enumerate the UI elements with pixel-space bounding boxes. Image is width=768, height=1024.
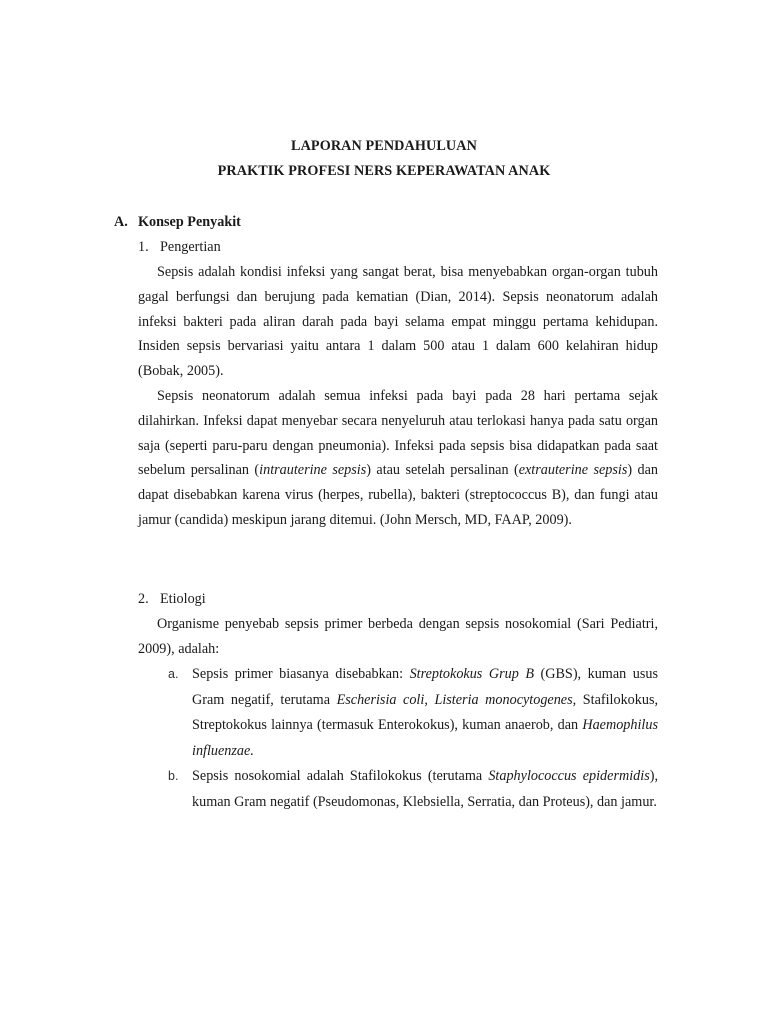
list-item xyxy=(168,662,658,764)
section-a-heading xyxy=(114,214,241,231)
text-run: Stafilokokus, Streptokokus lainnya (termasuk Enterokokus), kuman anaerob, dan xyxy=(192,691,659,734)
italic-term: Haemophilus influenzae. xyxy=(192,717,658,759)
etiologi-list xyxy=(168,662,658,816)
section-a-letter: A. xyxy=(114,214,128,230)
italic-term: Listeria monocytogenes, xyxy=(434,691,577,708)
list-marker: b. xyxy=(168,769,179,784)
text-run: Sepsis primer biasanya disebabkan: xyxy=(192,666,410,682)
etiologi-paragraph-1: Organisme penyebab sepsis primer berbeda dengan sepsis nosokomial (Sari Pediatri, 2009), adalah: xyxy=(138,616,658,657)
text-run: (GBS), kuman usus Gram negatif, terutama xyxy=(192,666,658,708)
pengertian-paragraph-2 xyxy=(138,384,658,533)
subsection-etiologi-heading xyxy=(138,591,206,608)
document-title-line2: PRAKTIK PROFESI NERS KEPERAWATAN ANAK xyxy=(217,163,551,179)
text-run: Sepsis nosokomial adalah Stafilokokus (terutama xyxy=(192,768,489,785)
italic-term: extrauterine sepsis xyxy=(518,462,628,479)
subsection-pengertian-title: Pengertian xyxy=(160,239,221,255)
text-run: ) dan dapat disebabkan karena virus (herpes, rubella), bakteri (streptococcus B), dan fungi atau jamur (candida) meskipun jarang ditemui. (John Mersch, MD, FAAP, 2009). xyxy=(138,462,658,528)
italic-term: Escherisia coli xyxy=(336,691,425,708)
document-title-line1: LAPORAN PENDAHULUAN xyxy=(291,138,477,154)
subsection-etiologi-title: Etiologi xyxy=(160,591,206,607)
subsection-etiologi-number: 2. xyxy=(138,591,149,607)
list-item xyxy=(168,764,658,815)
subsection-pengertian-number: 1. xyxy=(138,239,149,255)
subsection-pengertian-heading xyxy=(138,239,221,256)
text-run: , xyxy=(424,691,435,708)
list-marker: a. xyxy=(168,667,179,681)
pengertian-paragraph-1: Sepsis adalah kondisi infeksi yang sangat berat, bisa menyebabkan organ-organ tubuh gagal berfungsi dan berujung pada kematian (Dian, 2014). Sepsis neonatorum adalah infeksi bakteri pada aliran darah pada bayi selama empat minggu pertama kehidupan. Insiden sepsis bervariasi yaitu antara 1 dalam 500 atau 1 dalam 600 kelahiran hidup (Bobak, 2005). xyxy=(138,264,658,380)
italic-term: Staphylococcus epidermidis xyxy=(488,768,650,785)
italic-term: Streptokokus Grup B xyxy=(409,666,534,682)
text-run: Sepsis neonatorum adalah semua infeksi pada bayi pada 28 hari pertama sejak dilahirkan. Infeksi dapat menyebar secara nenyeluruh atau terlokasi hanya pada satu organ saja (seperti paru-paru dengan pneumonia). Infeksi pada sepsis bisa didapatkan pada saat sebelum persalinan ( xyxy=(138,388,658,479)
text-run: ), kuman Gram negatif (Pseudomonas, Klebsiella, Serratia, dan Proteus), dan jamur. xyxy=(192,768,658,810)
italic-term: intrauterine sepsis xyxy=(259,462,367,479)
section-a-title: Konsep Penyakit xyxy=(138,214,241,230)
text-run: ) atau setelah persalinan ( xyxy=(366,462,519,479)
